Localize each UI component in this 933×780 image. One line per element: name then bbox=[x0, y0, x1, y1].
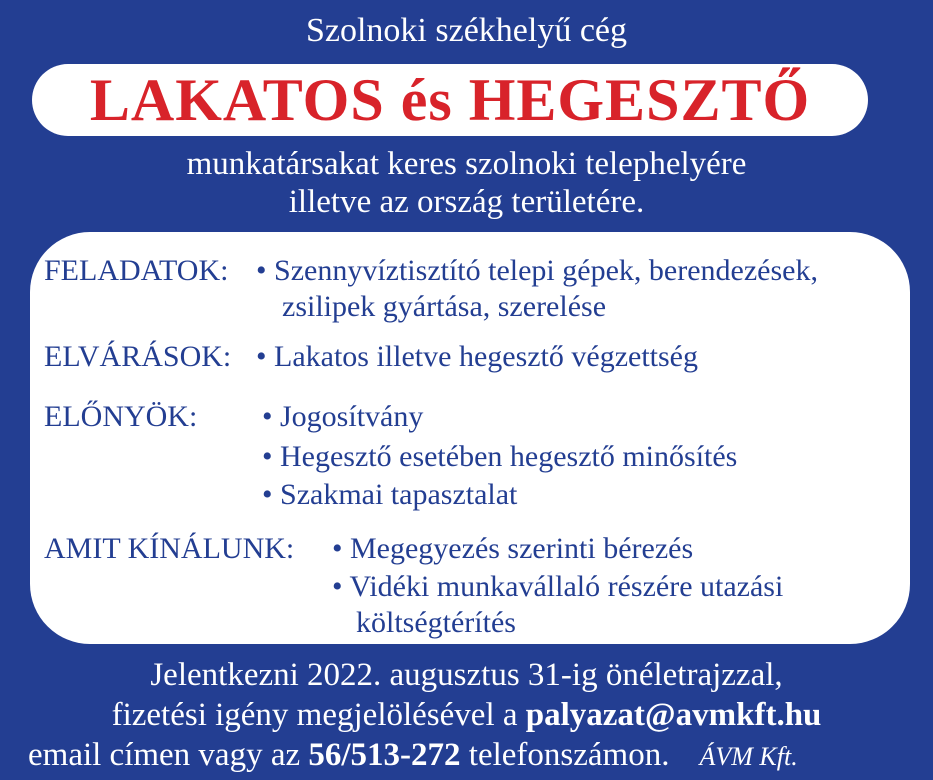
elonyok-label: ELŐNYÖK: bbox=[44, 400, 198, 433]
feladatok-item-2: zsilipek gyártása, szerelése bbox=[282, 290, 607, 323]
top-line: Szolnoki székhelyű cég bbox=[305, 12, 628, 49]
footer-line-3-end: telefonszámon. bbox=[460, 737, 670, 773]
subtitle-line-1: munkatársakat keres szolnoki telephelyére bbox=[186, 146, 747, 182]
feladatok-item-1: • Szennyvíztisztító telepi gépek, berendezések, bbox=[256, 254, 818, 287]
amit-kinalunk-item-1: • Megegyezés szerinti bérezés bbox=[332, 532, 694, 565]
elvarasok-item-1: • Lakatos illetve hegesztő végzettség bbox=[256, 340, 699, 373]
elonyok-item-1: • Jogosítvány bbox=[262, 400, 424, 433]
phone-number: 56/513-272 bbox=[308, 737, 461, 773]
job-title: LAKATOS és HEGESZTŐ bbox=[89, 67, 811, 133]
footer-line-1: Jelentkezni 2022. augusztus 31-ig önéletrajzzal, bbox=[150, 657, 783, 693]
amit-kinalunk-label: AMIT KÍNÁLUNK: bbox=[44, 532, 295, 565]
feladatok-label: FELADATOK: bbox=[44, 254, 229, 287]
footer-line-2 bbox=[0, 695, 933, 735]
footer-line-3 bbox=[28, 735, 798, 777]
footer-line-2-text: fizetési igény megjelölésével a bbox=[111, 697, 526, 733]
title-banner bbox=[32, 64, 868, 136]
amit-kinalunk-item-3: költségtérítés bbox=[356, 606, 516, 639]
elvarasok-label: ELVÁRÁSOK: bbox=[44, 340, 232, 373]
amit-kinalunk-item-2: • Vidéki munkavállaló részére utazási bbox=[332, 570, 784, 603]
company-name: ÁVM Kft. bbox=[699, 742, 798, 771]
subtitle-line-2: illetve az ország területére. bbox=[288, 184, 645, 220]
details-panel bbox=[30, 232, 910, 644]
email-address: palyazat@avmkft.hu bbox=[525, 697, 822, 733]
elonyok-item-2: • Hegesztő esetében hegesztő minősítés bbox=[262, 440, 738, 473]
elonyok-item-3: • Szakmai tapasztalat bbox=[262, 478, 518, 511]
footer-line-3-text: email címen vagy az bbox=[28, 737, 309, 773]
